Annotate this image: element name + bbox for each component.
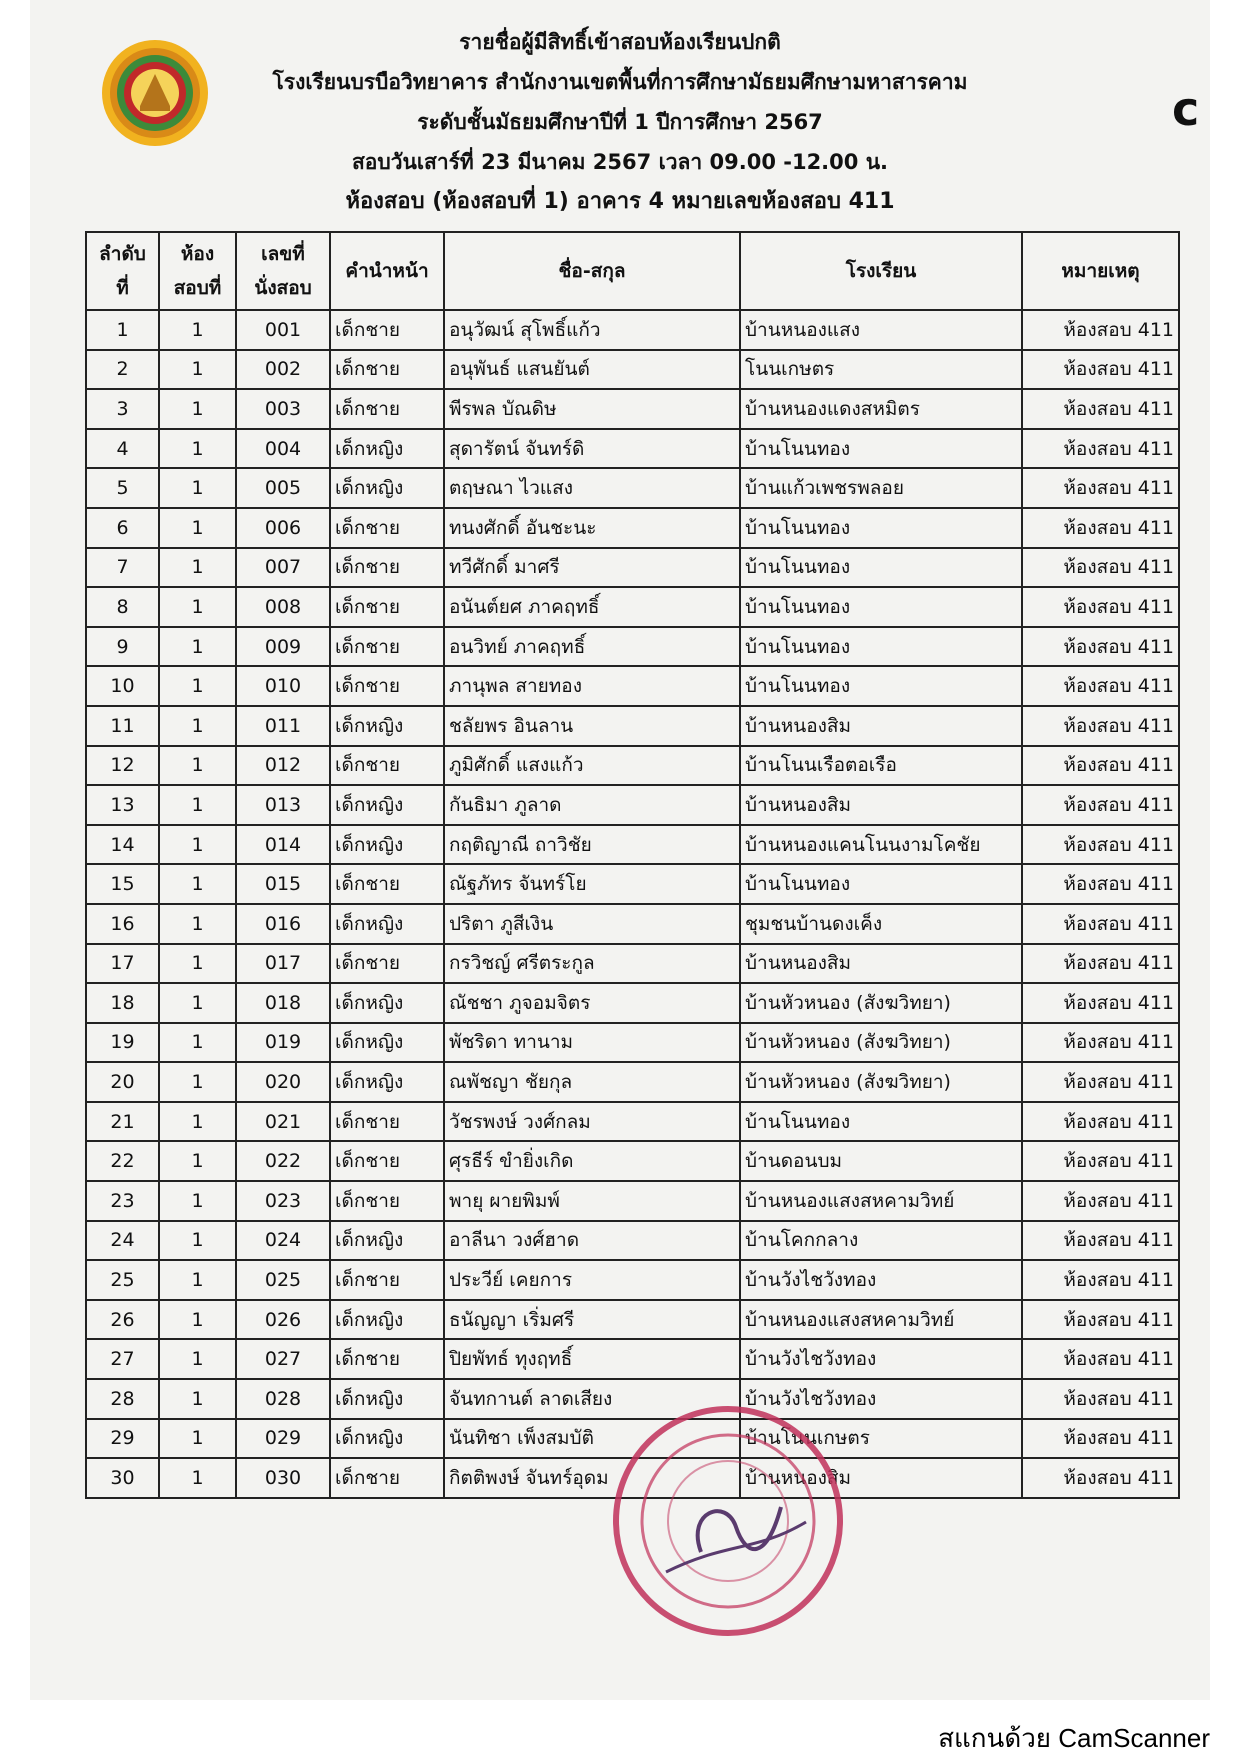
school-name-cell: บ้านดอนบม [740,1141,1022,1181]
seat-number-cell: 022 [236,1141,330,1181]
school-name-cell: บ้านแก้วเพชรพลอย [740,468,1022,508]
remark-cell: ห้องสอบ 411 [1022,429,1179,469]
school-name-cell: บ้านหัวหนอง (สังฆวิทยา) [740,983,1022,1023]
school-name-cell: บ้านโนนทอง [740,548,1022,588]
room-number-cell: 1 [159,785,236,825]
remark-cell: ห้องสอบ 411 [1022,1221,1179,1261]
document-title: รายชื่อผู้มีสิทธิ์เข้าสอบห้องเรียนปกติ [459,30,781,54]
exam-room-line: ห้องสอบ (ห้องสอบที่ 1) อาคาร 4 หมายเลขห้องสอบ 411 [345,189,895,214]
seat-number-cell: 015 [236,864,330,904]
exam-date-line: สอบวันเสาร์ที่ 23 มีนาคม 2567 เวลา 09.00 -12.00 น. [351,150,889,174]
table-row [86,785,1179,825]
school-name-cell: บ้านหัวหนอง (สังฆวิทยา) [740,1062,1022,1102]
remark-cell: ห้องสอบ 411 [1022,1023,1179,1063]
row-number-cell: 20 [86,1062,159,1102]
seat-number-cell: 008 [236,587,330,627]
student-name-cell: ตฤษณา ไวแสง [444,468,740,508]
student-name-cell: ภานุพล สายทอง [444,666,740,706]
student-name-cell: อนวิทย์ ภาคฤทธิ์ [444,627,740,667]
school-name-cell: บ้านโนนทอง [740,1102,1022,1142]
row-number-cell: 10 [86,666,159,706]
name-prefix-cell: เด็กชาย [330,310,444,350]
school-name-cell: บ้านหนองสิม [740,785,1022,825]
remark-cell: ห้องสอบ 411 [1022,1339,1179,1379]
seat-number-cell: 019 [236,1023,330,1063]
remark-cell: ห้องสอบ 411 [1022,350,1179,390]
grade-year-line: ระดับชั้นมัธยมศึกษาปีที่ 1 ปีการศึกษา 2567 [417,110,823,134]
row-number-cell: 8 [86,587,159,627]
col-header-remark: หมายเหตุ [1022,232,1179,310]
seat-number-cell: 004 [236,429,330,469]
remark-cell: ห้องสอบ 411 [1022,1141,1179,1181]
school-name-cell: บ้านโนนทอง [740,864,1022,904]
room-number-cell: 1 [159,389,236,429]
room-number-cell: 1 [159,548,236,588]
student-name-cell: กรวิชญ์ ศรีตระกูล [444,944,740,984]
seat-number-cell: 003 [236,389,330,429]
room-number-cell: 1 [159,825,236,865]
student-name-cell: สุดารัตน์ จันทร์ดิ [444,429,740,469]
student-name-cell: ณัชชา ภูจอมจิตร [444,983,740,1023]
table-row [86,1062,1179,1102]
remark-cell: ห้องสอบ 411 [1022,1102,1179,1142]
table-row [86,508,1179,548]
school-name-cell: บ้านหนองแสงสหคามวิทย์ [740,1300,1022,1340]
room-number-cell: 1 [159,1023,236,1063]
room-number-cell: 1 [159,1458,236,1498]
school-name-cell: บ้านโคกกลาง [740,1221,1022,1261]
table-row [86,666,1179,706]
school-name-cell: บ้านโนนเกษตร [740,1419,1022,1459]
row-number-cell: 2 [86,350,159,390]
table-row [86,864,1179,904]
room-number-cell: 1 [159,587,236,627]
room-number-cell: 1 [159,746,236,786]
table-row [86,1260,1179,1300]
student-name-cell: พัชริดา ทานาม [444,1023,740,1063]
remark-cell: ห้องสอบ 411 [1022,1300,1179,1340]
name-prefix-cell: เด็กหญิง [330,1419,444,1459]
name-prefix-cell: เด็กหญิง [330,1379,444,1419]
table-row [86,1141,1179,1181]
name-prefix-cell: เด็กหญิง [330,825,444,865]
school-name-cell: บ้านหนองสิม [740,706,1022,746]
seat-number-cell: 027 [236,1339,330,1379]
remark-cell: ห้องสอบ 411 [1022,983,1179,1023]
room-number-cell: 1 [159,627,236,667]
remark-cell: ห้องสอบ 411 [1022,1379,1179,1419]
room-number-cell: 1 [159,666,236,706]
room-number-cell: 1 [159,1221,236,1261]
seat-number-cell: 020 [236,1062,330,1102]
handwritten-page-mark: c [1172,82,1200,136]
seat-number-cell: 013 [236,785,330,825]
school-name-cell: บ้านโนนทอง [740,666,1022,706]
table-row [86,548,1179,588]
seat-number-cell: 011 [236,706,330,746]
seat-number-cell: 009 [236,627,330,667]
row-number-cell: 19 [86,1023,159,1063]
remark-cell: ห้องสอบ 411 [1022,904,1179,944]
school-name-cell: บ้านโนนทอง [740,429,1022,469]
student-name-cell: อนุวัฒน์ สุโพธิ์แก้ว [444,310,740,350]
table-row [86,1181,1179,1221]
remark-cell: ห้องสอบ 411 [1022,389,1179,429]
room-number-cell: 1 [159,429,236,469]
student-name-cell: ปิยพัทธ์ ทุงฤทธิ์ [444,1339,740,1379]
table-row [86,1023,1179,1063]
name-prefix-cell: เด็กชาย [330,746,444,786]
remark-cell: ห้องสอบ 411 [1022,548,1179,588]
name-prefix-cell: เด็กชาย [330,1181,444,1221]
row-number-cell: 22 [86,1141,159,1181]
student-name-cell: ปริตา ภูสีเงิน [444,904,740,944]
school-name-cell: บ้านหนองแดงสหมิตร [740,389,1022,429]
remark-cell: ห้องสอบ 411 [1022,825,1179,865]
room-number-cell: 1 [159,904,236,944]
row-number-cell: 27 [86,1339,159,1379]
school-name-cell: บ้านโนนทอง [740,587,1022,627]
remark-cell: ห้องสอบ 411 [1022,468,1179,508]
student-name-cell: กิตติพงษ์ จันทร์อุดม [444,1458,740,1498]
school-name-cell: โนนเกษตร [740,350,1022,390]
school-name-cell: บ้านวังไชวังทอง [740,1379,1022,1419]
row-number-cell: 21 [86,1102,159,1142]
name-prefix-cell: เด็กหญิง [330,1221,444,1261]
room-number-cell: 1 [159,508,236,548]
seat-number-cell: 024 [236,1221,330,1261]
name-prefix-cell: เด็กหญิง [330,706,444,746]
table-row [86,310,1179,350]
name-prefix-cell: เด็กชาย [330,864,444,904]
seat-number-cell: 026 [236,1300,330,1340]
table-row [86,1339,1179,1379]
row-number-cell: 14 [86,825,159,865]
student-name-cell: ทวีศักดิ์ มาศรี [444,548,740,588]
name-prefix-cell: เด็กชาย [330,508,444,548]
official-seal-stamp [606,1402,850,1640]
name-prefix-cell: เด็กหญิง [330,983,444,1023]
remark-cell: ห้องสอบ 411 [1022,508,1179,548]
seat-number-cell: 012 [236,746,330,786]
name-prefix-cell: เด็กชาย [330,587,444,627]
room-number-cell: 1 [159,1102,236,1142]
student-name-cell: พายุ ผายพิมพ์ [444,1181,740,1221]
remark-cell: ห้องสอบ 411 [1022,666,1179,706]
table-row [86,1300,1179,1340]
school-name-cell: บ้านโนนทอง [740,627,1022,667]
table-body [86,310,1179,1498]
table-row [86,746,1179,786]
school-name-cell: บ้านหนองแสง [740,310,1022,350]
name-prefix-cell: เด็กชาย [330,548,444,588]
school-name-cell: บ้านวังไชวังทอง [740,1339,1022,1379]
student-name-cell: ณัฐภัทร จันทร์โย [444,864,740,904]
row-number-cell: 29 [86,1419,159,1459]
seat-number-cell: 017 [236,944,330,984]
student-name-cell: นันทิชา เพ็งสมบัติ [444,1419,740,1459]
remark-cell: ห้องสอบ 411 [1022,1181,1179,1221]
row-number-cell: 11 [86,706,159,746]
name-prefix-cell: เด็กชาย [330,1339,444,1379]
table-row [86,429,1179,469]
school-name-cell: บ้านหนองแคนโนนงามโคชัย [740,825,1022,865]
row-number-cell: 12 [86,746,159,786]
name-prefix-cell: เด็กหญิง [330,429,444,469]
row-number-cell: 9 [86,627,159,667]
room-number-cell: 1 [159,944,236,984]
seat-number-cell: 005 [236,468,330,508]
remark-cell: ห้องสอบ 411 [1022,1062,1179,1102]
student-name-cell: ทนงศักดิ์ อันชะนะ [444,508,740,548]
col-header-room: ห้อง สอบที่ [159,232,236,310]
table-row [86,1102,1179,1142]
room-number-cell: 1 [159,1260,236,1300]
remark-cell: ห้องสอบ 411 [1022,864,1179,904]
table-row [86,825,1179,865]
table-row [86,587,1179,627]
room-number-cell: 1 [159,1419,236,1459]
remark-cell: ห้องสอบ 411 [1022,944,1179,984]
school-name-cell: บ้านหนองแสงสหคามวิทย์ [740,1181,1022,1221]
row-number-cell: 6 [86,508,159,548]
row-number-cell: 24 [86,1221,159,1261]
row-number-cell: 1 [86,310,159,350]
school-name-cell: บ้านหนองสิม [740,1458,1022,1498]
name-prefix-cell: เด็กชาย [330,627,444,667]
room-number-cell: 1 [159,1379,236,1419]
remark-cell: ห้องสอบ 411 [1022,1260,1179,1300]
school-line: โรงเรียนบรบือวิทยาคาร สำนักงานเขตพื้นที่การศึกษามัธยมศึกษามหาสารคาม [272,70,968,94]
room-number-cell: 1 [159,1141,236,1181]
remark-cell: ห้องสอบ 411 [1022,746,1179,786]
name-prefix-cell: เด็กชาย [330,666,444,706]
col-header-number: ลำดับ ที่ [86,232,159,310]
remark-cell: ห้องสอบ 411 [1022,785,1179,825]
seat-number-cell: 014 [236,825,330,865]
name-prefix-cell: เด็กชาย [330,350,444,390]
table-row [86,389,1179,429]
room-number-cell: 1 [159,983,236,1023]
room-number-cell: 1 [159,706,236,746]
student-name-cell: จันทกานต์ ลาดเสียง [444,1379,740,1419]
room-number-cell: 1 [159,1062,236,1102]
row-number-cell: 16 [86,904,159,944]
name-prefix-cell: เด็กชาย [330,389,444,429]
student-name-cell: ชลัยพร อินลาน [444,706,740,746]
student-name-cell: ณพัชญา ชัยกุล [444,1062,740,1102]
row-number-cell: 18 [86,983,159,1023]
room-number-cell: 1 [159,1181,236,1221]
room-number-cell: 1 [159,1339,236,1379]
row-number-cell: 28 [86,1379,159,1419]
candidate-table [85,231,1180,1499]
table-row [86,904,1179,944]
scanner-watermark: สแกนด้วย CamScanner [938,1723,1210,1753]
col-header-school: โรงเรียน [740,232,1022,310]
remark-cell: ห้องสอบ 411 [1022,1419,1179,1459]
student-name-cell: อนุพันธ์ แสนยันต์ [444,350,740,390]
seat-number-cell: 002 [236,350,330,390]
student-name-cell: ศุรธีร์ ขำยิ่งเกิด [444,1141,740,1181]
room-number-cell: 1 [159,864,236,904]
table-header-row [86,232,1179,310]
table-row [86,468,1179,508]
row-number-cell: 17 [86,944,159,984]
col-header-prefix: คำนำหน้า [330,232,444,310]
table-row [86,350,1179,390]
school-name-cell: บ้านวังไชวังทอง [740,1260,1022,1300]
row-number-cell: 26 [86,1300,159,1340]
seat-number-cell: 016 [236,904,330,944]
remark-cell: ห้องสอบ 411 [1022,587,1179,627]
document-header [0,22,1240,222]
table-row [86,983,1179,1023]
student-name-cell: พีรพล บัณดิษ [444,389,740,429]
name-prefix-cell: เด็กหญิง [330,785,444,825]
seat-number-cell: 028 [236,1379,330,1419]
student-name-cell: วัชรพงษ์ วงศ์กลม [444,1102,740,1142]
remark-cell: ห้องสอบ 411 [1022,627,1179,667]
row-number-cell: 4 [86,429,159,469]
row-number-cell: 23 [86,1181,159,1221]
name-prefix-cell: เด็กหญิง [330,1300,444,1340]
col-header-name: ชื่อ-สกุล [444,232,740,310]
table-row [86,627,1179,667]
school-name-cell: บ้านหนองสิม [740,944,1022,984]
student-name-cell: กันธิมา ภูลาด [444,785,740,825]
room-number-cell: 1 [159,468,236,508]
table-row [86,706,1179,746]
seat-number-cell: 007 [236,548,330,588]
table-row [86,944,1179,984]
seat-number-cell: 021 [236,1102,330,1142]
room-number-cell: 1 [159,1300,236,1340]
student-name-cell: ธนัญญา เริ่มศรี [444,1300,740,1340]
name-prefix-cell: เด็กชาย [330,944,444,984]
student-name-cell: กฤติญาณี ถาวิชัย [444,825,740,865]
remark-cell: ห้องสอบ 411 [1022,310,1179,350]
remark-cell: ห้องสอบ 411 [1022,1458,1179,1498]
name-prefix-cell: เด็กหญิง [330,904,444,944]
school-name-cell: บ้านหัวหนอง (สังฆวิทยา) [740,1023,1022,1063]
name-prefix-cell: เด็กหญิง [330,1062,444,1102]
school-name-cell: ชุมชนบ้านดงเค็ง [740,904,1022,944]
seat-number-cell: 029 [236,1419,330,1459]
seat-number-cell: 001 [236,310,330,350]
school-name-cell: บ้านโนนเรือตอเรือ [740,746,1022,786]
row-number-cell: 7 [86,548,159,588]
seat-number-cell: 018 [236,983,330,1023]
seat-number-cell: 025 [236,1260,330,1300]
row-number-cell: 13 [86,785,159,825]
room-number-cell: 1 [159,350,236,390]
name-prefix-cell: เด็กชาย [330,1458,444,1498]
row-number-cell: 15 [86,864,159,904]
row-number-cell: 25 [86,1260,159,1300]
col-header-seat: เลขที่ นั่งสอบ [236,232,330,310]
name-prefix-cell: เด็กหญิง [330,468,444,508]
school-name-cell: บ้านโนนทอง [740,508,1022,548]
seat-number-cell: 006 [236,508,330,548]
student-name-cell: อนันต์ยศ ภาคฤทธิ์ [444,587,740,627]
row-number-cell: 5 [86,468,159,508]
student-name-cell: อาลีนา วงศ์ฮาด [444,1221,740,1261]
row-number-cell: 3 [86,389,159,429]
room-number-cell: 1 [159,310,236,350]
row-number-cell: 30 [86,1458,159,1498]
name-prefix-cell: เด็กชาย [330,1141,444,1181]
name-prefix-cell: เด็กชาย [330,1260,444,1300]
seat-number-cell: 030 [236,1458,330,1498]
student-name-cell: ประวีย์ เคยการ [444,1260,740,1300]
remark-cell: ห้องสอบ 411 [1022,706,1179,746]
name-prefix-cell: เด็กชาย [330,1102,444,1142]
seat-number-cell: 010 [236,666,330,706]
name-prefix-cell: เด็กหญิง [330,1023,444,1063]
seat-number-cell: 023 [236,1181,330,1221]
table-row [86,1221,1179,1261]
student-name-cell: ภูมิศักดิ์ แสงแก้ว [444,746,740,786]
